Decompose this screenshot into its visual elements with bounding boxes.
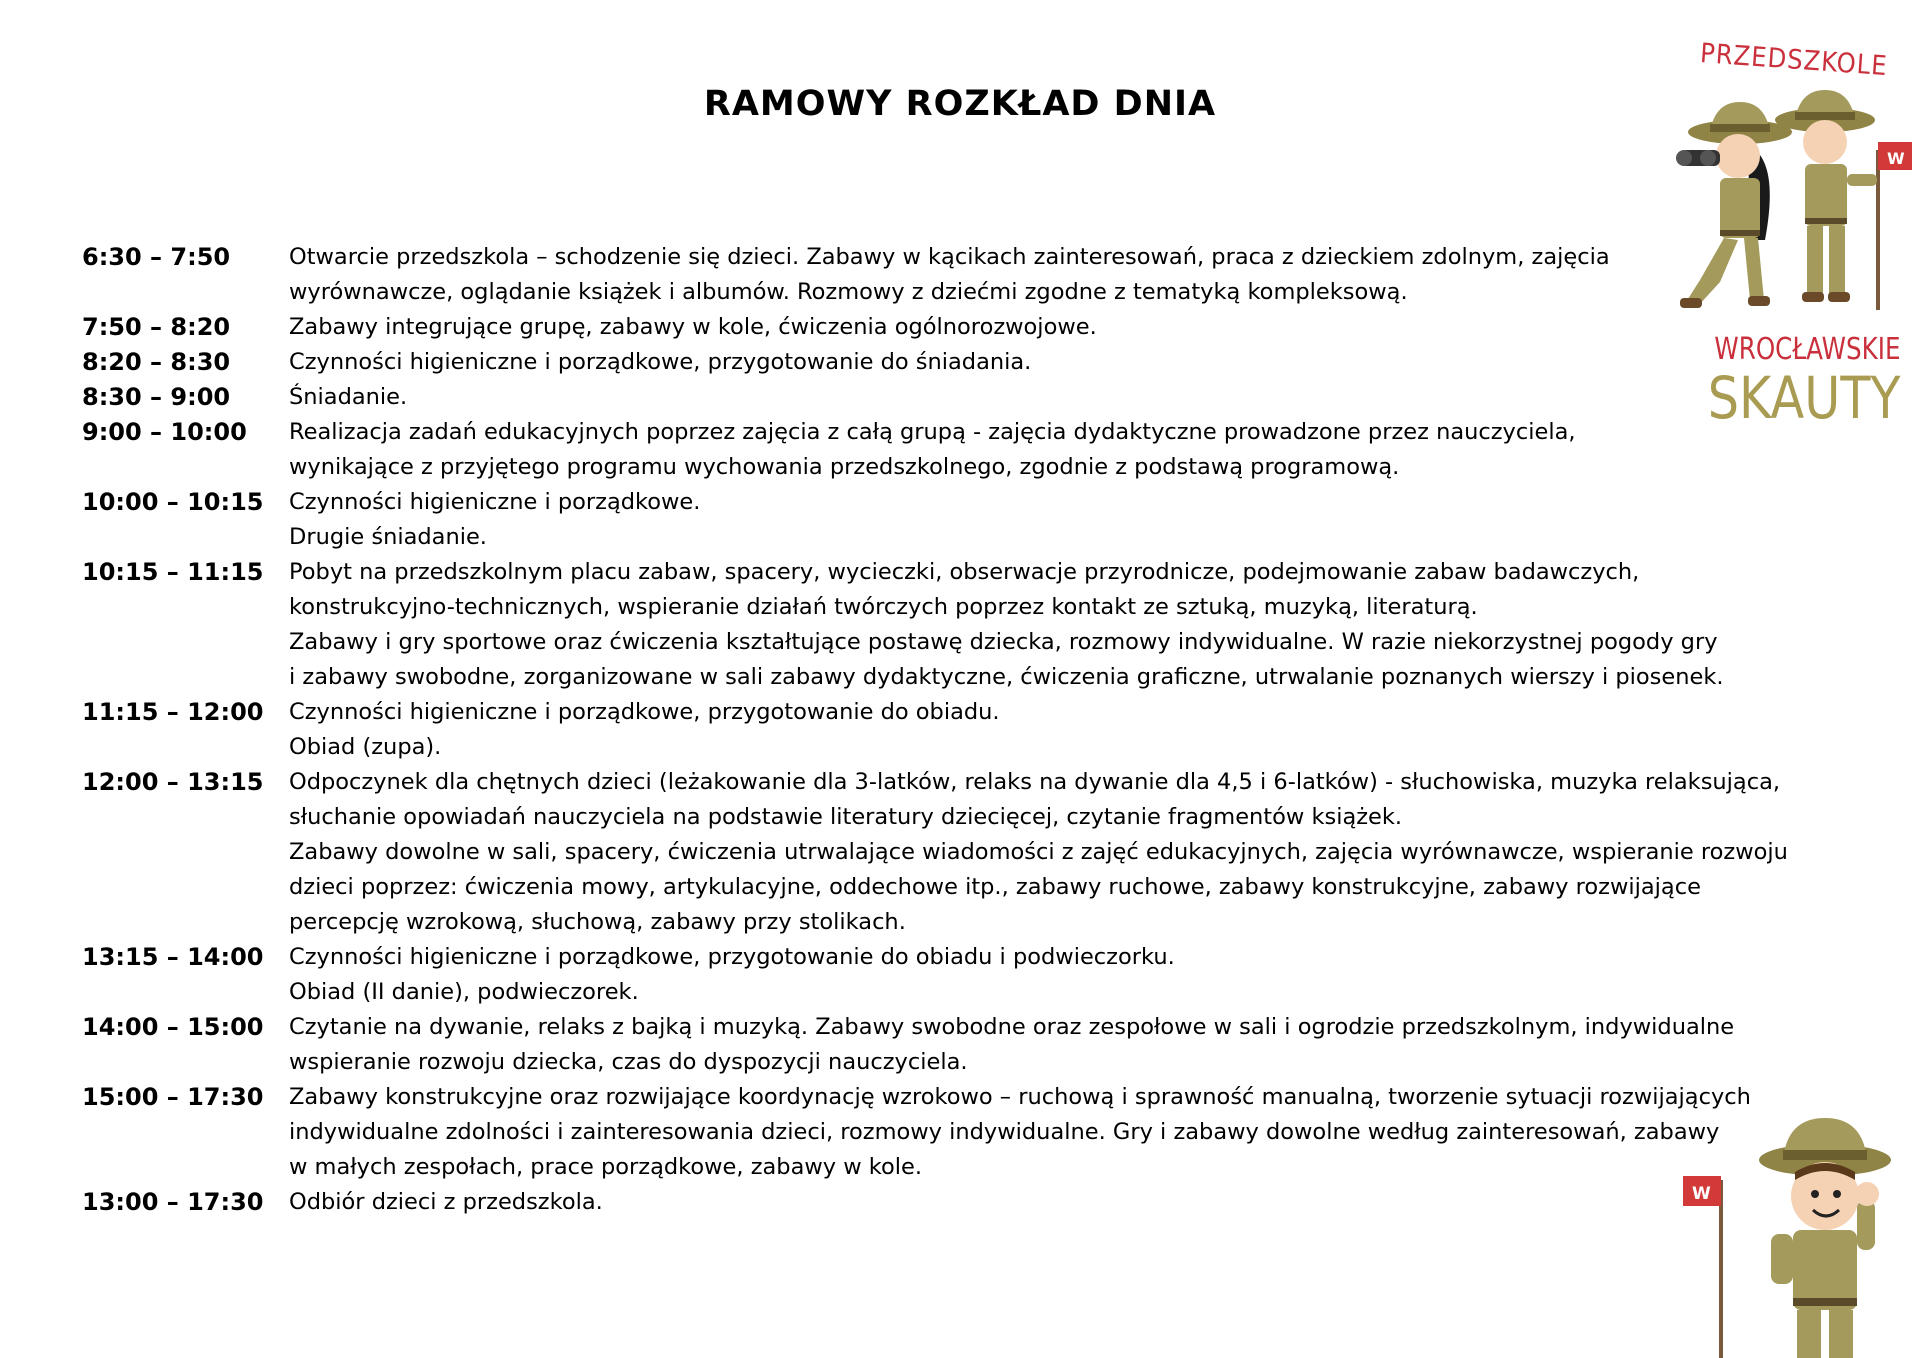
schedule-time: 10:15 – 11:15: [82, 558, 264, 586]
page-title: RAMOWY ROZKŁAD DNIA: [703, 84, 1217, 124]
schedule-time: 14:00 – 15:00: [82, 1013, 264, 1041]
description-line: Zabawy i gry sportowe oraz ćwiczenia kształtujące postawę dziecka, rozmowy indywidualne. W razie niekorzystnej pogody gry: [289, 629, 1718, 655]
schedule-row: [82, 765, 1842, 940]
schedule-description: [289, 695, 1842, 765]
schedule-time: 8:30 – 9:00: [82, 383, 231, 411]
logo-text-mid: WROCŁAWSKIE: [1714, 332, 1901, 367]
description-line: Czytanie na dywanie, relaks z bajką i muzyką. Zabawy swobodne oraz zespołowe w sali i ogrodzie przedszkolnym, indywidualne: [289, 1014, 1735, 1040]
schedule-row: [82, 1185, 1842, 1220]
schedule-time: 13:15 – 14:00: [82, 943, 264, 971]
schedule-description: [289, 240, 1842, 310]
description-line: Czynności higieniczne i porządkowe, przygotowanie do śniadania.: [289, 349, 1032, 375]
description-line: Śniadanie.: [289, 384, 408, 410]
description-line: wyrównawcze, oglądanie książek i albumów. Rozmowy z dziećmi zgodne z tematyką kompleksową.: [289, 279, 1408, 305]
schedule-row: [82, 695, 1842, 765]
description-line: Zabawy konstrukcyjne oraz rozwijające koordynację wzrokowo – ruchową i sprawność manualną, tworzenie sytuacji rozwijających: [289, 1084, 1751, 1110]
schedule-description: [289, 310, 1842, 345]
svg-text:W: W: [1692, 1184, 1711, 1204]
schedule-description: [289, 765, 1842, 940]
schedule-description: [289, 415, 1842, 485]
description-line: Otwarcie przedszkola – schodzenie się dzieci. Zabawy w kącikach zainteresowań, praca z dzieckiem zdolnym, zajęcia: [289, 244, 1610, 270]
schedule-time: 11:15 – 12:00: [82, 698, 264, 726]
schedule-row: [82, 485, 1842, 555]
schedule-row: [82, 345, 1842, 380]
schedule-description: [289, 380, 1842, 415]
schedule-description: [289, 1010, 1842, 1080]
description-line: i zabawy swobodne, zorganizowane w sali zabawy dydaktyczne, ćwiczenia graficzne, utrwalanie poznanych wierszy i piosenek.: [289, 664, 1724, 690]
description-line: Pobyt na przedszkolnym placu zabaw, spacery, wycieczki, obserwacje przyrodnicze, podejmowanie zabaw badawczych,: [289, 559, 1640, 585]
schedule-time: 6:30 – 7:50: [82, 243, 231, 271]
description-line: wynikające z przyjętego programu wychowania przedszkolnego, zgodnie z podstawą programową.: [289, 454, 1400, 480]
schedule-row: [82, 1080, 1842, 1185]
description-line: Obiad (II danie), podwieczorek.: [289, 979, 639, 1005]
schedule-time: 7:50 – 8:20: [82, 313, 231, 341]
description-line: Czynności higieniczne i porządkowe.: [289, 489, 701, 515]
description-line: Odpoczynek dla chętnych dzieci (leżakowanie dla 3-latków, relaks na dywanie dla 4,5 i 6-latków) - słuchowiska, muzyka relaksująca,: [289, 769, 1781, 795]
schedule-row: [82, 555, 1842, 695]
schedule-row: [82, 940, 1842, 1010]
schedule-row: [82, 380, 1842, 415]
schedule-list: [82, 240, 1842, 1220]
svg-text:W: W: [1887, 149, 1905, 168]
schedule-time: 10:00 – 10:15: [82, 488, 264, 516]
description-line: Drugie śniadanie.: [289, 524, 487, 550]
schedule-row: [82, 240, 1842, 310]
schedule-row: [82, 1010, 1842, 1080]
description-line: indywidualne zdolności i zainteresowania dzieci, rozmowy indywidualne. Gry i zabawy dowolne według zainteresowań, zabawy: [289, 1119, 1720, 1145]
logo-text-top: PRZEDSZKOLE: [1699, 38, 1889, 83]
schedule-time: 9:00 – 10:00: [82, 418, 247, 446]
schedule-time: 13:00 – 17:30: [82, 1188, 264, 1216]
schedule-time: 8:20 – 8:30: [82, 348, 231, 376]
description-line: słuchanie opowiadań nauczyciela na podstawie literatury dziecięcej, czytanie fragmentów książek.: [289, 804, 1403, 830]
description-line: Obiad (zupa).: [289, 734, 442, 760]
schedule-description: [289, 1185, 1842, 1220]
description-line: Czynności higieniczne i porządkowe, przygotowanie do obiadu.: [289, 699, 1000, 725]
description-line: Zabawy integrujące grupę, zabawy w kole, ćwiczenia ogólnorozwojowe.: [289, 314, 1097, 340]
description-line: Czynności higieniczne i porządkowe, przygotowanie do obiadu i podwieczorku.: [289, 944, 1175, 970]
schedule-description: [289, 940, 1842, 1010]
description-line: konstrukcyjno-technicznych, wspieranie działań twórczych poprzez kontakt ze sztuką, muzyką, literaturą.: [289, 594, 1478, 620]
description-line: dzieci poprzez: ćwiczenia mowy, artykulacyjne, oddechowe itp., zabawy ruchowe, zabawy konstrukcyjne, zabawy rozwijające: [289, 874, 1701, 900]
schedule-row: [82, 415, 1842, 485]
schedule-row: [82, 310, 1842, 345]
schedule-description: [289, 555, 1842, 695]
schedule-description: [289, 485, 1842, 555]
description-line: w małych zespołach, prace porządkowe, zabawy w kole.: [289, 1154, 923, 1180]
schedule-time: 15:00 – 17:30: [82, 1083, 264, 1111]
schedule-description: [289, 1080, 1842, 1185]
logo-text-bottom: SKAUTY: [1707, 364, 1901, 432]
schedule-description: [289, 345, 1842, 380]
scout-boy-illustration-icon: [1675, 1110, 1915, 1358]
description-line: percepcję wzrokową, słuchową, zabawy przy stolikach.: [289, 909, 906, 935]
scouts-illustration-icon: [1640, 90, 1920, 320]
description-line: Zabawy dowolne w sali, spacery, ćwiczenia utrwalające wiadomości z zajęć edukacyjnych, zajęcia wyrównawcze, wspieranie rozwoju: [289, 839, 1788, 865]
description-line: wspieranie rozwoju dziecka, czas do dyspozycji nauczyciela.: [289, 1049, 968, 1075]
schedule-time: 12:00 – 13:15: [82, 768, 264, 796]
description-line: Realizacja zadań edukacyjnych poprzez zajęcia z całą grupą - zajęcia dydaktyczne prowadzone przez nauczyciela,: [289, 419, 1576, 445]
description-line: Odbiór dzieci z przedszkola.: [289, 1189, 603, 1215]
